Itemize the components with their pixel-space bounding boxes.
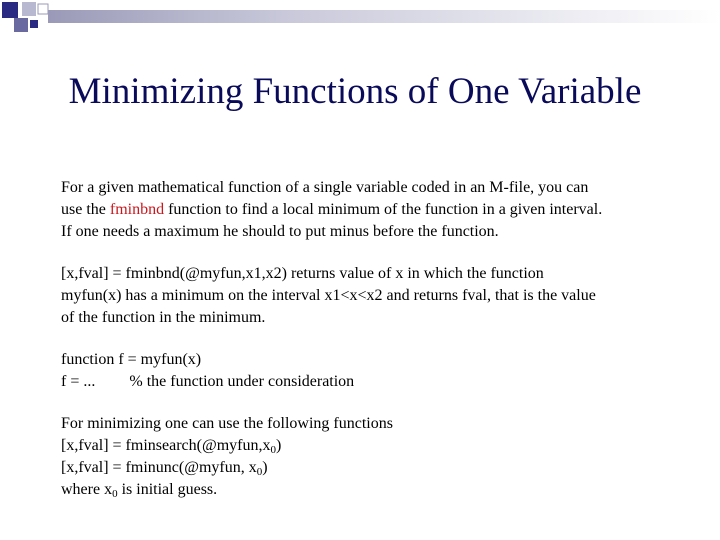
text-line: For minimizing one can use the following functions: [61, 415, 393, 432]
deco-square-mid: [14, 18, 28, 32]
paragraph-intro: [61, 177, 701, 243]
text-span: [x,fval] = fminsearch(@myfun,x: [61, 437, 271, 454]
text-span: [x,fval] = fminunc(@myfun, x: [61, 459, 257, 476]
text-span: ): [275, 437, 282, 454]
subscript: 0: [270, 444, 276, 456]
text-line: of the function in the minimum.: [61, 309, 266, 326]
subscript: 0: [112, 488, 118, 500]
text-line: [61, 457, 701, 479]
paragraph-function-code: [61, 349, 701, 393]
text-span: ): [262, 459, 268, 476]
text-span: use the: [61, 201, 110, 218]
slide-body: [61, 177, 701, 521]
text-line: If one needs a maximum he should to put minus before the function.: [61, 223, 499, 240]
deco-square-dark: [2, 2, 18, 18]
deco-square-light: [22, 2, 36, 16]
deco-square-small: [30, 20, 38, 28]
header-decoration: [0, 0, 720, 40]
code-text: f = ...: [61, 373, 96, 390]
code-line: function f = myfun(x): [61, 351, 202, 368]
header-gradient-bar: [48, 10, 720, 23]
code-line: [61, 371, 701, 393]
text-line: [x,fval] = fminbnd(@myfun,x1,x2) returns value of x in which the function: [61, 265, 544, 282]
text-line: [61, 199, 701, 221]
paragraph-other-functions: [61, 413, 701, 501]
text-line: [61, 435, 701, 457]
fminbnd-highlight: fminbnd: [109, 201, 165, 218]
deco-square-outline: [38, 4, 48, 14]
paragraph-fminbnd-usage: [61, 263, 701, 329]
text-span: is initial guess.: [117, 481, 218, 498]
text-line: [61, 479, 701, 501]
text-line: myfun(x) has a minimum on the interval x1<x<x2 and returns fval, that is the value: [61, 287, 596, 304]
text-span: function to find a local minimum of the function in a given interval.: [164, 201, 603, 218]
slide-title: Minimizing Functions of One Variable: [68, 71, 642, 112]
text-span: where x: [61, 481, 113, 498]
code-comment: % the function under consideration: [129, 373, 355, 390]
subscript: 0: [256, 466, 263, 478]
text-line: For a given mathematical function of a single variable coded in an M-file, you can: [61, 179, 589, 196]
